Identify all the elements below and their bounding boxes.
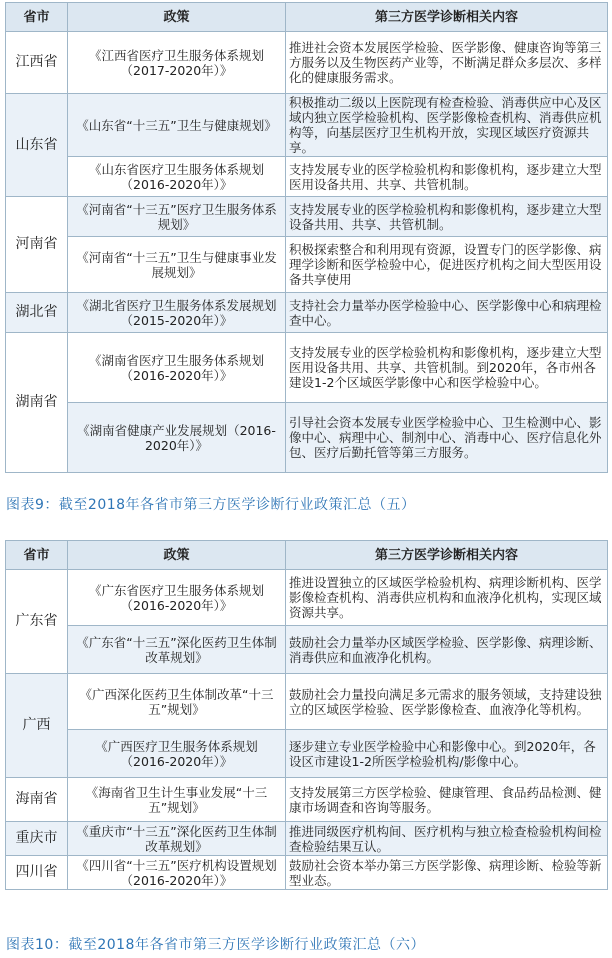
table-row — [6, 237, 608, 293]
content-cell: 支持发展专业的医学检验机构和影像机构，逐步建立大型医用设备共用、共享、共管机制。到2020年，各市州各建设1-2个区域医学影像中心和医学检验中心。 — [286, 333, 608, 403]
table-row — [6, 822, 608, 856]
policy-cell: 《重庆市“十三五”深化医药卫生体制改革规划》 — [68, 822, 286, 856]
header-province: 省市 — [6, 541, 68, 570]
content-cell: 支持社会力量举办医学检验中心、医学影像中心和病理检查中心。 — [286, 293, 608, 333]
province-cell: 广西 — [6, 674, 68, 778]
table-row — [6, 570, 608, 626]
province-cell: 重庆市 — [6, 822, 68, 856]
content-cell: 推进同级医疗机构间、医疗机构与独立检查检验机构间检查检验结果互认。 — [286, 822, 608, 856]
province-cell: 海南省 — [6, 778, 68, 822]
content-cell: 推进社会资本发展医学检验、医学影像、健康咨询等第三方服务以及生物医药产业等，不断满足群众多层次、多样化的健康服务需求。 — [286, 32, 608, 94]
content-cell: 支持发展专业的医学检验机构和影像机构，逐步建立大型医用设备共用、共享、共管机制。 — [286, 157, 608, 197]
figure-caption-9: 图表9：截至2018年各省市第三方医学诊断行业政策汇总（五） — [6, 497, 416, 513]
table-row — [6, 778, 608, 822]
policy-cell: 《湖南省医疗卫生服务体系规划（2016-2020年）》 — [68, 333, 286, 403]
content-cell: 鼓励社会资本举办第三方医学影像、病理诊断、检验等新型业态。 — [286, 856, 608, 890]
policy-cell: 《山东省医疗卫生服务体系规划（2016-2020年）》 — [68, 157, 286, 197]
province-cell: 湖南省 — [6, 333, 68, 473]
policy-table-10 — [5, 540, 608, 890]
table-row — [6, 293, 608, 333]
policy-cell: 《山东省“十三五”卫生与健康规划》 — [68, 94, 286, 157]
province-cell: 河南省 — [6, 197, 68, 293]
province-cell: 湖北省 — [6, 293, 68, 333]
content-cell: 引导社会资本发展专业医学检验中心、卫生检测中心、影像中心、病理中心、制剂中心、消毒中心、医疗信息化外包、医疗后勤托管等第三方服务。 — [286, 403, 608, 473]
header-content: 第三方医学诊断相关内容 — [286, 541, 608, 570]
policy-cell: 《湖南省健康产业发展规划（2016-2020年）》 — [68, 403, 286, 473]
policy-cell: 《广东省“十三五”深化医药卫生体制改革规划》 — [68, 626, 286, 674]
table-row — [6, 856, 608, 890]
table-row — [6, 403, 608, 473]
table-row — [6, 157, 608, 197]
content-cell: 支持发展专业的医学检验机构和影像机构，逐步建立大型设备共用、共享、共管机制。 — [286, 197, 608, 237]
policy-cell: 《广西医疗卫生服务体系规划（2016-2020年）》 — [68, 730, 286, 778]
content-cell: 积极推动二级以上医院现有检查检验、消毒供应中心及区域内独立医学检验机构、医学影像检查机构、消毒供应机构等，向基层医疗卫生机构开放，实现区域医疗资源共享。 — [286, 94, 608, 157]
province-cell: 江西省 — [6, 32, 68, 94]
figure-caption-10: 图表10：截至2018年各省市第三方医学诊断行业政策汇总（六） — [6, 937, 425, 953]
content-cell: 逐步建立专业医学检验中心和影像中心。到2020年，各设区市建设1-2所医学检验机构/影像中心。 — [286, 730, 608, 778]
policy-cell: 《江西省医疗卫生服务体系规划（2017-2020年）》 — [68, 32, 286, 94]
province-cell: 山东省 — [6, 94, 68, 197]
table-row — [6, 626, 608, 674]
policy-cell: 《广东省医疗卫生服务体系规划（2016-2020年）》 — [68, 570, 286, 626]
content-cell: 鼓励社会力量投向满足多元需求的服务领域，支持建设独立的区域医学检验、医学影像检查、血液净化等机构。 — [286, 674, 608, 730]
table-row — [6, 94, 608, 157]
header-policy: 政策 — [68, 541, 286, 570]
content-cell: 鼓励社会力量举办区域医学检验、医学影像、病理诊断、消毒供应和血液净化机构。 — [286, 626, 608, 674]
table-row — [6, 197, 608, 237]
policy-cell: 《河南省“十三五”医疗卫生服务体系规划》 — [68, 197, 286, 237]
header-content: 第三方医学诊断相关内容 — [286, 3, 608, 32]
content-cell: 积极探索整合和利用现有资源，设置专门的医学影像、病理学诊断和医学检验中心，促进医疗机构之间大型医用设备共享使用 — [286, 237, 608, 293]
table-row — [6, 333, 608, 403]
table-header-row — [6, 541, 608, 570]
content-cell: 推进设置独立的区域医学检验机构、病理诊断机构、医学影像检查机构、消毒供应机构和血液净化机构，实现区域资源共享。 — [286, 570, 608, 626]
policy-cell: 《广西深化医药卫生体制改革“十三五”规划》 — [68, 674, 286, 730]
province-cell: 四川省 — [6, 856, 68, 890]
header-province: 省市 — [6, 3, 68, 32]
policy-cell: 《四川省“十三五”医疗机构设置规划（2016-2020年）》 — [68, 856, 286, 890]
policy-cell: 《海南省卫生计生事业发展“十三五”规划》 — [68, 778, 286, 822]
policy-table-9 — [5, 2, 608, 473]
province-cell: 广东省 — [6, 570, 68, 674]
policy-cell: 《湖北省医疗卫生服务体系发展规划（2015-2020年）》 — [68, 293, 286, 333]
content-cell: 支持发展第三方医学检验、健康管理、食品药品检测、健康市场调查和咨询等服务。 — [286, 778, 608, 822]
header-policy: 政策 — [68, 3, 286, 32]
table-row — [6, 32, 608, 94]
table-row — [6, 674, 608, 730]
table-header-row — [6, 3, 608, 32]
policy-cell: 《河南省“十三五”卫生与健康事业发展规划》 — [68, 237, 286, 293]
table-row — [6, 730, 608, 778]
